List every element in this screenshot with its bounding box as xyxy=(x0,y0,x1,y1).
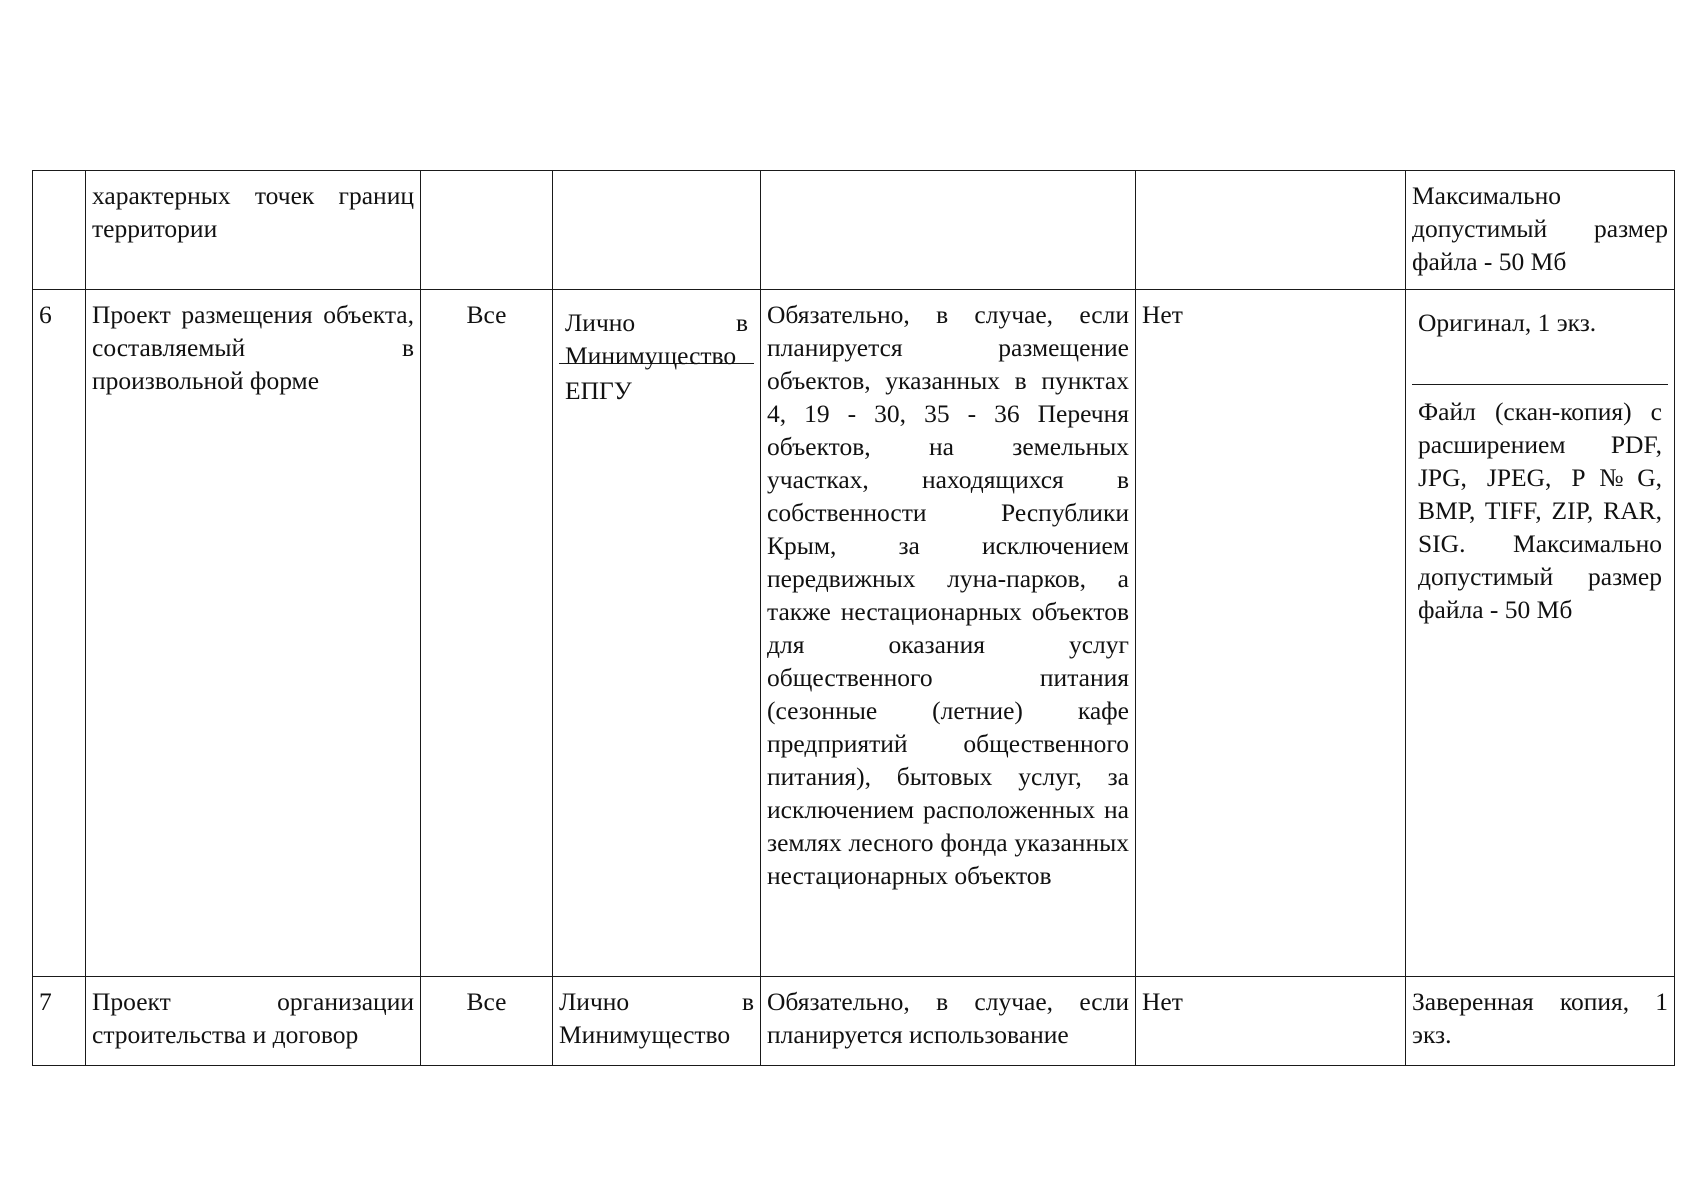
submission-condition: Обязательно, в случае, если планируется размещение объектов, указанных в пунктах 4, 19 - 30, 35 - 36 Перечня объектов, на земельных участках, находящихся в собственности Республики Крым, за исключением передвижных луна-парков, а также нестационарных объектов для оказания услуг общественного питания (сезонные (летние) кафе предприятий общественного питания), бытовых услуг, за исключением расположенных на землях лесного фонда указанных нестационарных объектов xyxy=(761,290,1136,977)
submission-method xyxy=(553,171,761,290)
table-row xyxy=(33,171,1675,290)
applicant-category xyxy=(421,171,553,290)
row-number: 7 xyxy=(33,977,86,1066)
document-form-original: Оригинал, 1 экз. xyxy=(1412,298,1668,385)
applicant-category: Все xyxy=(421,290,553,977)
table-row xyxy=(33,290,1675,977)
submission-condition: Обязательно, в случае, если планируется использование xyxy=(761,977,1136,1066)
submission-method: Лично в Минимущество xyxy=(553,977,761,1066)
interagency-request xyxy=(1136,171,1406,290)
document-form: Заверенная копия, 1 экз. xyxy=(1406,977,1675,1066)
submission-method-cell xyxy=(553,290,761,977)
documents-table xyxy=(32,170,1675,1066)
document-name: Проект организации строительства и договор xyxy=(86,977,421,1066)
interagency-request: Нет xyxy=(1136,290,1406,977)
table-row xyxy=(33,977,1675,1066)
submission-condition xyxy=(761,171,1136,290)
submission-method-portal: ЕПГУ xyxy=(565,376,632,405)
document-form-electronic: Файл (скан-копия) с расширением PDF, JPG, JPEG, P№G, BMP, TIFF, ZIP, RAR, SIG. Максимально допустимый размер файла - 50 Мб xyxy=(1418,397,1662,624)
submission-method-in-person: Лично в Минимущество xyxy=(559,298,754,364)
document-form: Максимально допустимый размер файла - 50 Мб xyxy=(1406,171,1675,290)
document-name: характерных точек границ территории xyxy=(86,171,421,290)
row-number xyxy=(33,171,86,290)
row-number: 6 xyxy=(33,290,86,977)
interagency-request: Нет xyxy=(1136,977,1406,1066)
document-name: Проект размещения объекта, составляемый в произвольной форме xyxy=(86,290,421,977)
applicant-category: Все xyxy=(421,977,553,1066)
document-form-cell xyxy=(1406,290,1675,977)
